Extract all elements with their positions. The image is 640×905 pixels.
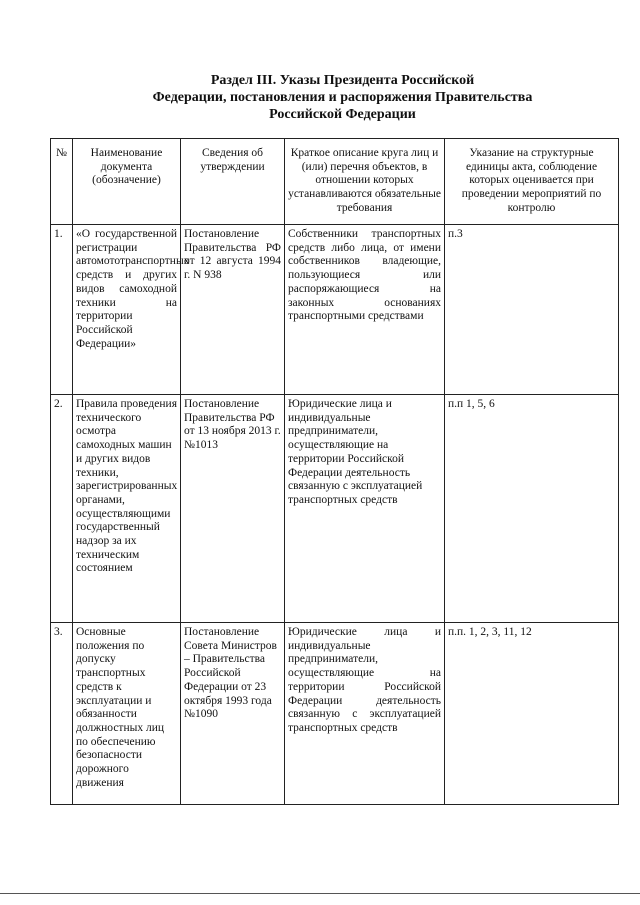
row-description: Юридические лица и индивидуальные предприниматели, осуществляющие на территории Российской Федерации деятельность связанную с эксплуатацией транспортных средств [285,395,445,623]
section-title-line-1: Раздел III. Указы Президента Российской [210,73,475,88]
row-structural-units: п.3 [445,225,619,395]
section-title-line-2: Федерации, постановления и распоряжения Правительства [152,90,533,105]
table-row [51,225,619,395]
row-structural-units: п.п 1, 5, 6 [445,395,619,623]
row-document-name: Основные положения по допуску транспортных средств к эксплуатации и обязанности должностных лиц по обеспечению безопасности дорожного движения [73,623,181,805]
row-approval: Постановление Правительства РФ от 12 августа 1994 г. N 938 [181,225,285,395]
header-description: Краткое описание круга лиц и (или) перечня объектов, в отношении которых устанавливаются обязательные требования [285,139,445,225]
row-number: 2. [51,395,73,623]
row-document-name: «О государственной регистрации автомототранспортных средств и других видов самоходной техники на территории Российской Федерации» [73,225,181,395]
row-structural-units: п.п. 1, 2, 3, 11, 12 [445,623,619,805]
table-row [51,395,619,623]
table-row [51,623,619,805]
header-units: Указание на структурные единицы акта, соблюдение которых оценивается при проведении мероприятий по контролю [445,139,619,225]
requirements-table [50,138,619,805]
table-header-row [51,139,619,225]
section-title-line-3: Российской Федерации [269,107,416,122]
row-number: 1. [51,225,73,395]
header-name: Наименование документа (обозначение) [73,139,181,225]
row-description: Собственники транспортных средств либо лица, от имени собственников владеющие, пользующиеся или распоряжающиеся на законных основаниях транспортными средствами [285,225,445,395]
scan-edge-line [0,893,640,894]
row-approval: Постановление Правительства РФ от 13 ноября 2013 г. №1013 [181,395,285,623]
row-description: Юридические лица и индивидуальные предприниматели, осуществляющие на территории Российской Федерации деятельность связанную с эксплуатацией транспортных средств [285,623,445,805]
header-approval: Сведения об утверждении [181,139,285,225]
row-document-name: Правила проведения технического осмотра самоходных машин и других видов техники, зарегистрированных органами, осуществляющими государственный надзор за их техническим состоянием [73,395,181,623]
header-number: № [51,139,73,225]
row-number: 3. [51,623,73,805]
section-title [90,72,595,123]
row-approval: Постановление Совета Министров – Правительства Российской Федерации от 23 октября 1993 года №1090 [181,623,285,805]
